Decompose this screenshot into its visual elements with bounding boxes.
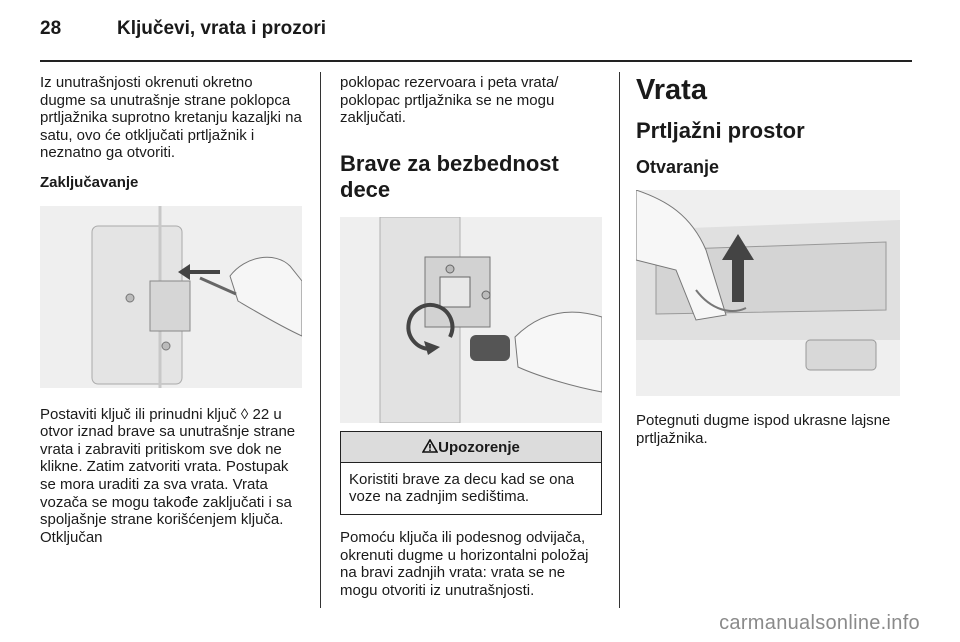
tailgate-opening-illustration (636, 190, 900, 396)
child-lock-illustration (340, 217, 602, 423)
body-paragraph: Potegnuti dugme ispod ukrasne lajsne prtljažnika. (636, 412, 891, 447)
warning-title: Upozorenje (438, 438, 520, 456)
column-divider-2 (619, 72, 620, 608)
page-number: 28 (40, 18, 62, 39)
warning-box (340, 431, 602, 515)
subheading-locking: Zaključavanje (40, 173, 139, 191)
heading-child-locks: Brave za bezbednost dece (340, 150, 559, 202)
watermark: carmanualsonline.info (719, 612, 920, 634)
warning-header (341, 432, 601, 463)
door-lock-illustration (40, 206, 302, 388)
column-2 (340, 74, 602, 599)
body-paragraph: Pomoću ključa ili podesnog odvijača, okrenuti dugme u horizontalni položaj na bravi zadnjih vrata: vrata se ne mogu otvoriti iz unutrašnjosti. (340, 528, 589, 599)
warning-triangle-icon (422, 439, 438, 453)
header-rule (40, 60, 912, 62)
body-paragraph: Iz unutrašnjosti okrenuti okretno dugme sa unutrašnje strane poklopca prtljažnika suprotno kretanju kazaljki na satu, ovo će otključati prtljažnik i neznatno ga otvoriti. (40, 74, 302, 162)
heading-doors: Vrata (636, 74, 707, 106)
column-1 (40, 74, 302, 546)
column-divider-1 (320, 72, 321, 608)
warning-text: Koristiti brave za decu kad se ona voze na zadnjim sedištima. (349, 470, 575, 506)
body-paragraph: Postaviti ključ ili prinudni ključ ◊ 22 u otvor iznad brave sa unutrašnje strane vrata i zabraviti pritiskom sve dok ne klikne. Zatim zatvoriti vrata. Postupak se mora uraditi za sva vrata. Vrata vozača se mogu takođe zaključati i sa spoljašnje strane korišćenjem ključa. Otključan (40, 405, 296, 546)
chapter-title: Ključevi, vrata i prozori (117, 18, 327, 39)
heading-opening: Otvaranje (636, 157, 720, 177)
heading-luggage-compartment: Prtljažni prostor (636, 118, 805, 143)
body-paragraph: poklopac rezervoara i peta vrata/ poklopac prtljažnika se ne mogu zaključati. (340, 74, 559, 127)
column-3 (636, 74, 898, 447)
